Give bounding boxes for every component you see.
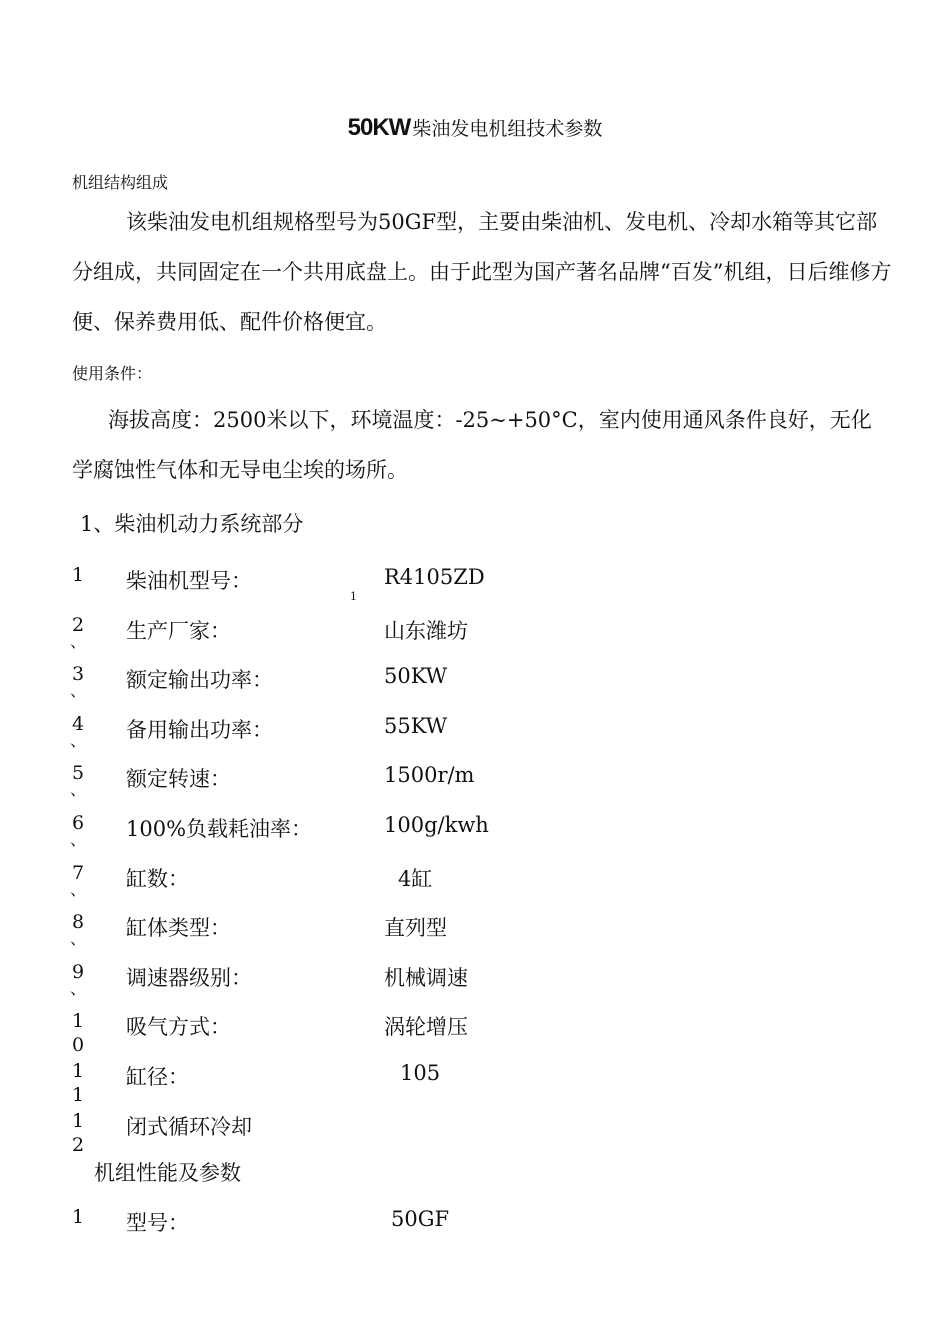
spec-value: 山东潍坊	[384, 618, 468, 643]
spec-row-number	[70, 563, 86, 587]
spec-value: 50GF	[391, 1207, 450, 1231]
spec-row	[0, 615, 950, 665]
spec-row	[0, 565, 950, 615]
spec-row	[0, 1011, 950, 1061]
spec-label: 吸气方式：	[126, 1015, 231, 1040]
spec-row	[0, 962, 950, 1012]
spec-label: 缸数：	[126, 866, 189, 891]
spec-row-number-main: 4	[71, 712, 85, 735]
spec-value: 直列型	[384, 916, 447, 941]
spec-row-number	[70, 1009, 86, 1057]
spec-label: 调速器级别：	[126, 965, 252, 990]
spec-row	[0, 1111, 950, 1161]
spec-row-number-main: 5	[71, 762, 85, 785]
spec-row-number-main: 1	[71, 1010, 85, 1033]
spec-row-number-main: 7	[71, 861, 85, 884]
spec-label: 柴油机型号：	[126, 569, 252, 593]
spec-row-number-suffix: 、	[70, 830, 87, 849]
spec-row-number-main: 1	[71, 1206, 85, 1228]
spec-label: 额定输出功率：	[126, 668, 273, 693]
spec-value: 55KW	[384, 713, 448, 738]
spec-row-number-suffix: 、	[70, 929, 87, 949]
spec-row-number	[70, 613, 86, 649]
conditions-paragraph	[72, 395, 892, 495]
spec-row-number-main: 1	[71, 1060, 85, 1082]
spec-row	[0, 664, 950, 714]
spec-value: 50KW	[384, 664, 448, 689]
spec-value: 涡轮增压	[384, 1015, 468, 1040]
spec-row-number-suffix: 、	[70, 681, 87, 701]
spec-label: 100%负载耗油率：	[126, 817, 313, 841]
spec-row-number-suffix: 1	[71, 1084, 85, 1106]
spec-label: 生产厂家：	[126, 618, 231, 643]
spec-row-number-main: 8	[71, 911, 85, 934]
spec-label: 缸体类型：	[126, 916, 231, 941]
spec-value: 机械调速	[384, 965, 468, 990]
spec-row-number-main: 1	[71, 1109, 85, 1132]
spec-row	[0, 813, 950, 863]
spec-row-number-main: 2	[71, 613, 85, 636]
title-text: 柴油发电机组技术参数	[412, 118, 603, 140]
spec-row-number	[70, 960, 86, 996]
spec-value: 100g/kwh	[384, 813, 489, 837]
spec-row-number-suffix: 、	[70, 730, 87, 750]
spec-value: 105	[400, 1061, 441, 1085]
structure-heading: 机组结构组成	[72, 173, 169, 192]
spec-row-number-suffix: 、	[70, 631, 87, 651]
title-bold: 50KW	[347, 114, 411, 141]
spec-value: R4105ZD	[384, 565, 485, 589]
spec-row-number-suffix: 、	[70, 978, 87, 998]
spec-row-number	[70, 910, 87, 949]
spec-row	[0, 714, 950, 764]
spec-row	[0, 1061, 950, 1111]
spec-row-number	[70, 761, 87, 800]
structure-paragraph-text: 该柴油发电机组规格型号为50GF型，主要由柴油机、发电机、冷却水箱等其它部分组成，共同固定在一个共用底盘上。由于此型为国产著名品牌“百发”机组，日后维修方便、保养费用低、配件价格便宜。	[72, 210, 892, 334]
spec-row-number-main: 6	[71, 812, 85, 834]
spec-row-number-suffix: 、	[70, 879, 87, 899]
section-unit-title: 机组性能及参数	[94, 1161, 241, 1185]
spec-label: 额定转速：	[126, 767, 231, 792]
spec-row	[0, 763, 950, 813]
conditions-heading: 使用条件：	[72, 364, 153, 383]
spec-row-number	[70, 712, 86, 748]
spec-label: 备用输出功率：	[126, 717, 273, 742]
spec-label: 型号：	[126, 1211, 189, 1235]
spec-label: 缸径：	[126, 1065, 189, 1089]
spec-label: 闭式循环冷却	[126, 1114, 252, 1139]
spec-row-number	[70, 861, 86, 897]
document-title	[0, 114, 950, 142]
spec-row	[0, 863, 950, 913]
spec-row-number	[70, 811, 86, 847]
spec-row-number	[70, 1059, 86, 1107]
section-engine-title: 1、柴油机动力系统部分	[80, 512, 304, 536]
spec-row-number	[70, 1205, 86, 1229]
spec-row-number-suffix: 0	[71, 1034, 85, 1057]
spec-row-number-suffix: 、	[70, 780, 87, 800]
structure-paragraph	[72, 197, 892, 347]
spec-row	[0, 1207, 950, 1257]
spec-row-number	[70, 662, 87, 701]
spec-row	[0, 912, 950, 962]
conditions-paragraph-text: 海拔高度：2500米以下，环境温度：-25~+50°C，室内使用通风条件良好，无化学腐蚀性气体和无导电尘埃的场所。	[72, 408, 872, 482]
spec-row-number	[70, 1109, 86, 1157]
spec-value: 4缸	[398, 866, 433, 891]
spec-row-number-main: 3	[71, 663, 85, 686]
spec-row-number-main: 1	[71, 564, 85, 586]
spec-value: 1500r/m	[384, 763, 475, 788]
stray-mark: 1	[350, 590, 357, 603]
spec-row-number-main: 9	[71, 960, 85, 983]
spec-row-number-suffix: 2	[71, 1133, 85, 1156]
